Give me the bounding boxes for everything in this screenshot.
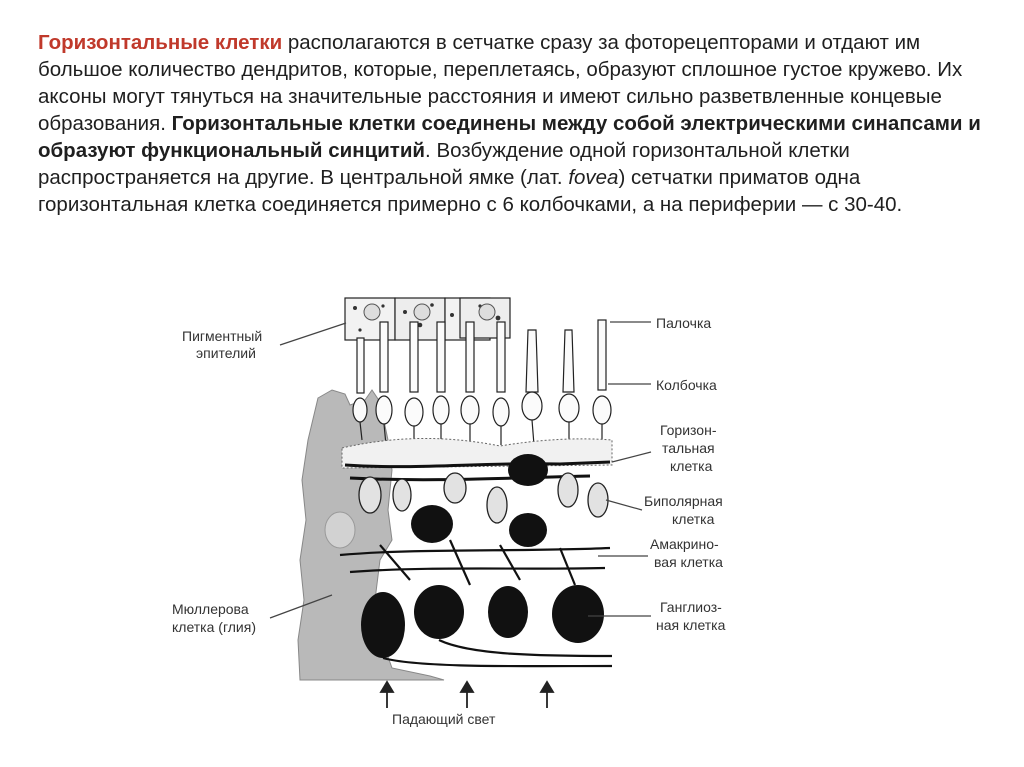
label-muller-2: клетка (глия) <box>172 619 256 635</box>
pigment-epithelium <box>345 298 510 340</box>
label-horizontal-2: тальная <box>662 440 715 456</box>
label-pigment-epithelium-1: Пигментный <box>182 328 263 344</box>
label-cone: Колбочка <box>656 377 717 393</box>
label-pigment-epithelium-2: эпителий <box>196 345 256 361</box>
label-bipolar-2: клетка <box>672 511 715 527</box>
light-arrows <box>381 682 553 708</box>
dark-cell-bodies <box>411 454 548 547</box>
bold-statement: Горизонтальные клетки соединены между собой электрическими синапсами и образуют функциональный синцитий <box>38 112 981 162</box>
label-horizontal-3: клетка <box>670 458 713 474</box>
label-muller-1: Мюллерова <box>172 601 249 617</box>
latin-term: fovea <box>568 166 619 189</box>
label-ganglion-1: Ганглиоз- <box>660 599 722 615</box>
label-rod: Палочка <box>656 315 712 331</box>
ganglion-cells <box>361 585 604 658</box>
label-horizontal-1: Горизон- <box>660 422 717 438</box>
label-amacrine-2: вая клетка <box>654 554 723 570</box>
text-run: располагаются в сетчатке сразу за фоторецепторами и отдают им большое количество дендритов, которые, переплетаясь, образуют сплошное густое кружево. Их аксоны могут тянуться на значительные расстояния и имеют сильно разветвленные концевые образования. <box>38 31 963 135</box>
label-bipolar-1: Биполярная <box>644 493 723 509</box>
text-run: ) сетчатки приматов одна горизонтальная клетка соединяется примерно с 6 колбочками, а на периферии — с 30-40. <box>38 166 903 216</box>
label-incident-light: Падающий свет <box>392 711 496 727</box>
highlight-term: Горизонтальные клетки <box>38 31 283 54</box>
optic-fibres <box>383 640 612 666</box>
inner-plexiform-network <box>340 540 610 585</box>
text-run: . Возбуждение одной горизонтальной клетки распространяется на другие. В центральной ямке (лат. <box>38 139 850 189</box>
label-ganglion-2: ная клетка <box>656 617 726 633</box>
label-amacrine-1: Амакрино- <box>650 536 719 552</box>
